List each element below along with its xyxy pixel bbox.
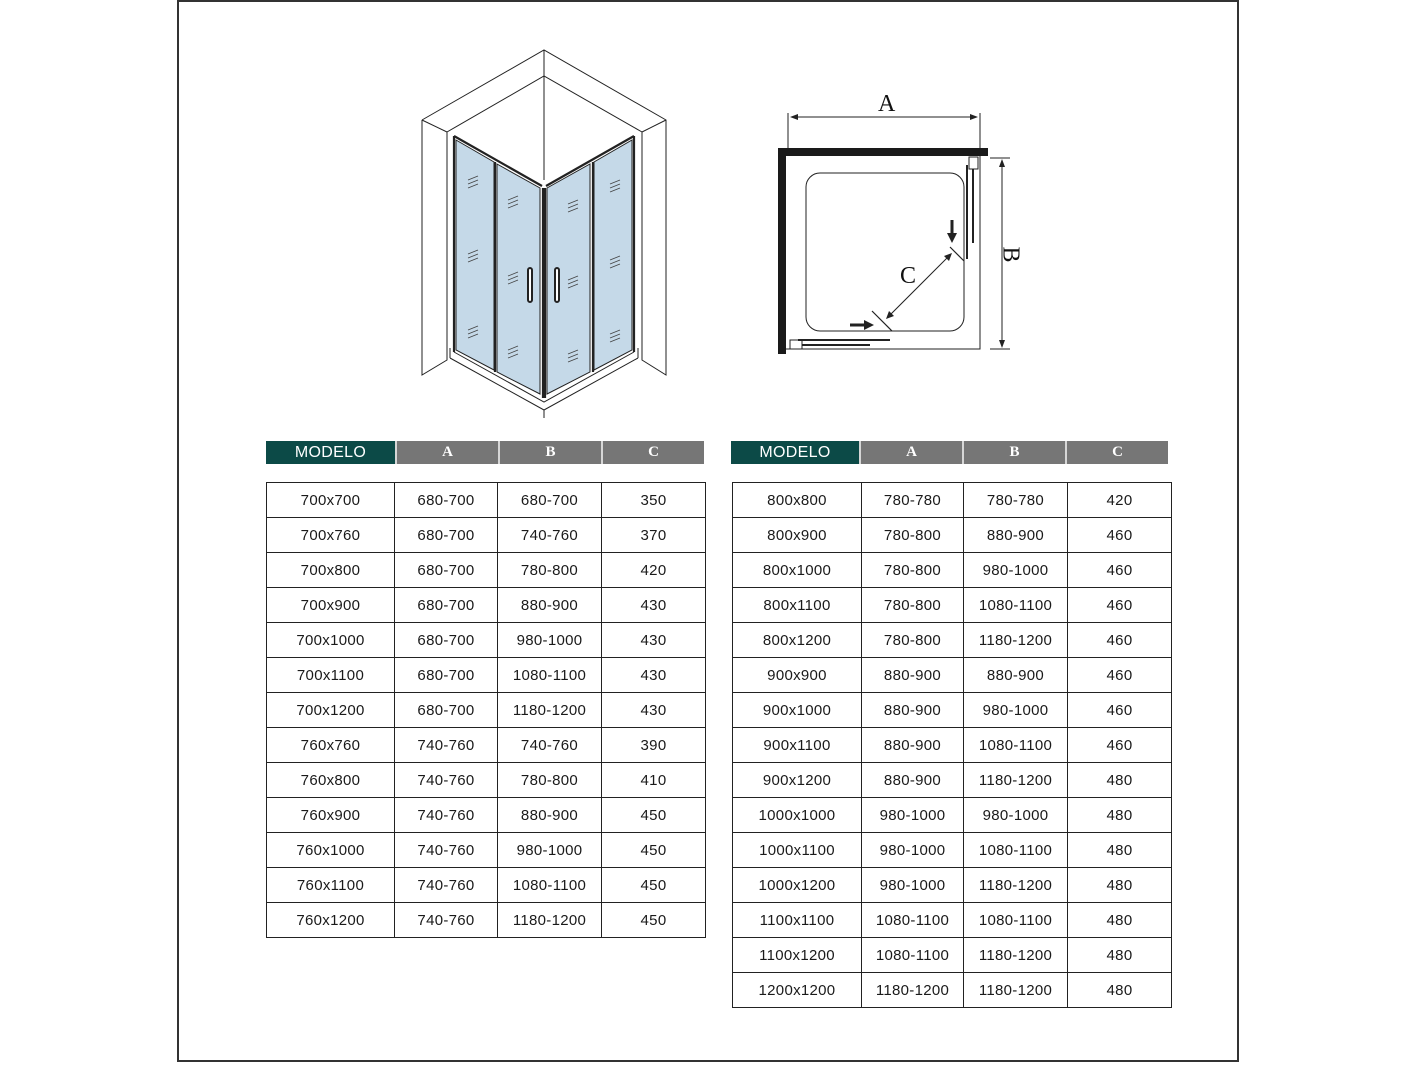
cell-a: 680-700 [395,588,498,623]
cell-modelo: 1000x1000 [733,798,862,833]
cell-b: 880-900 [964,518,1068,553]
cell-a: 680-700 [395,623,498,658]
cell-a: 980-1000 [862,868,964,903]
cell-modelo: 700x1200 [267,693,395,728]
cell-c: 390 [602,728,706,763]
cell-modelo: 800x800 [733,483,862,518]
cell-a: 880-900 [862,658,964,693]
table-2-sizes-800-1200 [732,482,1172,1008]
cell-modelo: 800x1100 [733,588,862,623]
cell-b: 1180-1200 [964,623,1068,658]
cell-a: 780-800 [862,623,964,658]
cell-modelo: 900x900 [733,658,862,693]
cell-c: 460 [1068,553,1172,588]
cell-a: 1180-1200 [862,973,964,1008]
cell-a: 980-1000 [862,798,964,833]
table-row [733,798,1172,833]
cell-c: 460 [1068,728,1172,763]
cell-b: 1080-1100 [964,903,1068,938]
cell-a: 780-800 [862,588,964,623]
cell-modelo: 800x900 [733,518,862,553]
cell-c: 370 [602,518,706,553]
cell-a: 740-760 [395,798,498,833]
cell-a: 880-900 [862,693,964,728]
table-row [733,623,1172,658]
cell-modelo: 1100x1200 [733,938,862,973]
dimension-label-a: A [878,91,896,117]
cell-modelo: 1100x1100 [733,903,862,938]
cell-modelo: 760x1000 [267,833,395,868]
cell-c: 480 [1068,973,1172,1008]
cell-a: 680-700 [395,693,498,728]
table-row [267,868,706,903]
table-row [267,623,706,658]
cell-c: 460 [1068,588,1172,623]
table-row [267,588,706,623]
cell-modelo: 700x700 [267,483,395,518]
cell-modelo: 900x1000 [733,693,862,728]
cell-a: 680-700 [395,518,498,553]
cell-c: 420 [1068,483,1172,518]
cell-c: 460 [1068,623,1172,658]
table-1-header-modelo: MODELO [266,441,395,464]
table-1-header-b: B [498,441,601,464]
cell-c: 450 [602,868,706,903]
table-row [733,903,1172,938]
cell-modelo: 760x1100 [267,868,395,903]
plan-view-dimension-diagram [770,85,1040,365]
table-2-header-modelo: MODELO [731,441,859,464]
cell-a: 740-760 [395,903,498,938]
cell-a: 780-780 [862,483,964,518]
cell-a: 680-700 [395,658,498,693]
table-2-header-c: C [1065,441,1168,464]
cell-a: 740-760 [395,868,498,903]
table-1-header [266,441,704,464]
cell-modelo: 700x1100 [267,658,395,693]
cell-b: 780-800 [498,553,602,588]
table-row [733,693,1172,728]
table-row [733,553,1172,588]
table-row [267,798,706,833]
cell-a: 880-900 [862,728,964,763]
cell-c: 480 [1068,868,1172,903]
cell-b: 1080-1100 [964,588,1068,623]
cell-b: 1080-1100 [498,868,602,903]
cell-a: 780-800 [862,553,964,588]
cell-b: 1180-1200 [964,763,1068,798]
cell-b: 880-900 [498,798,602,833]
cell-b: 1080-1100 [498,658,602,693]
table-row [733,763,1172,798]
table-row [267,903,706,938]
cell-c: 430 [602,693,706,728]
cell-a: 740-760 [395,763,498,798]
table-row [733,728,1172,763]
cell-b: 980-1000 [964,553,1068,588]
cell-b: 1180-1200 [964,938,1068,973]
table-row [733,483,1172,518]
cell-b: 880-900 [498,588,602,623]
dimension-label-b: B [997,246,1024,263]
cell-b: 1180-1200 [964,973,1068,1008]
cell-a: 680-700 [395,483,498,518]
cell-b: 1080-1100 [964,833,1068,868]
table-row [733,938,1172,973]
cell-modelo: 800x1000 [733,553,862,588]
table-row [733,588,1172,623]
cell-c: 460 [1068,693,1172,728]
cell-c: 480 [1068,903,1172,938]
cell-c: 450 [602,833,706,868]
cell-c: 420 [602,553,706,588]
cell-modelo: 700x1000 [267,623,395,658]
cell-b: 980-1000 [498,833,602,868]
cell-modelo: 700x800 [267,553,395,588]
cell-b: 680-700 [498,483,602,518]
shower-enclosure-3d-illustration [410,40,680,420]
cell-a: 1080-1100 [862,903,964,938]
table-row [733,833,1172,868]
cell-c: 460 [1068,518,1172,553]
cell-c: 350 [602,483,706,518]
cell-b: 780-780 [964,483,1068,518]
cell-b: 740-760 [498,728,602,763]
cell-b: 1080-1100 [964,728,1068,763]
cell-a: 980-1000 [862,833,964,868]
cell-modelo: 760x1200 [267,903,395,938]
cell-c: 410 [602,763,706,798]
table-row [267,763,706,798]
cell-a: 1080-1100 [862,938,964,973]
cell-a: 680-700 [395,553,498,588]
table-row [267,833,706,868]
cell-modelo: 760x900 [267,798,395,833]
cell-modelo: 900x1200 [733,763,862,798]
cell-modelo: 700x900 [267,588,395,623]
cell-c: 430 [602,588,706,623]
cell-c: 480 [1068,763,1172,798]
table-row [733,868,1172,903]
table-row [267,518,706,553]
cell-c: 480 [1068,938,1172,973]
cell-modelo: 760x800 [267,763,395,798]
cell-c: 450 [602,798,706,833]
cell-modelo: 1000x1100 [733,833,862,868]
cell-modelo: 900x1100 [733,728,862,763]
cell-c: 460 [1068,658,1172,693]
cell-b: 780-800 [498,763,602,798]
cell-b: 980-1000 [964,798,1068,833]
cell-c: 430 [602,623,706,658]
cell-a: 740-760 [395,728,498,763]
table-row [733,658,1172,693]
table-2-header [731,441,1168,464]
table-row [733,973,1172,1008]
cell-modelo: 1200x1200 [733,973,862,1008]
cell-modelo: 800x1200 [733,623,862,658]
cell-b: 1180-1200 [498,693,602,728]
table-row [267,693,706,728]
table-row [733,518,1172,553]
cell-b: 880-900 [964,658,1068,693]
cell-a: 880-900 [862,763,964,798]
table-row [267,483,706,518]
cell-a: 740-760 [395,833,498,868]
cell-c: 480 [1068,798,1172,833]
dimension-label-c: C [900,263,917,289]
table-1-header-a: A [395,441,498,464]
cell-c: 430 [602,658,706,693]
cell-b: 1180-1200 [964,868,1068,903]
table-1-header-c: C [601,441,704,464]
table-2-header-a: A [859,441,962,464]
cell-modelo: 1000x1200 [733,868,862,903]
cell-b: 740-760 [498,518,602,553]
table-row [267,553,706,588]
cell-c: 450 [602,903,706,938]
cell-b: 980-1000 [498,623,602,658]
cell-modelo: 760x760 [267,728,395,763]
cell-b: 980-1000 [964,693,1068,728]
table-row [267,658,706,693]
cell-a: 780-800 [862,518,964,553]
table-2-header-b: B [962,441,1065,464]
table-row [267,728,706,763]
cell-modelo: 700x760 [267,518,395,553]
cell-b: 1180-1200 [498,903,602,938]
cell-c: 480 [1068,833,1172,868]
table-1-sizes-700-760 [266,482,706,938]
